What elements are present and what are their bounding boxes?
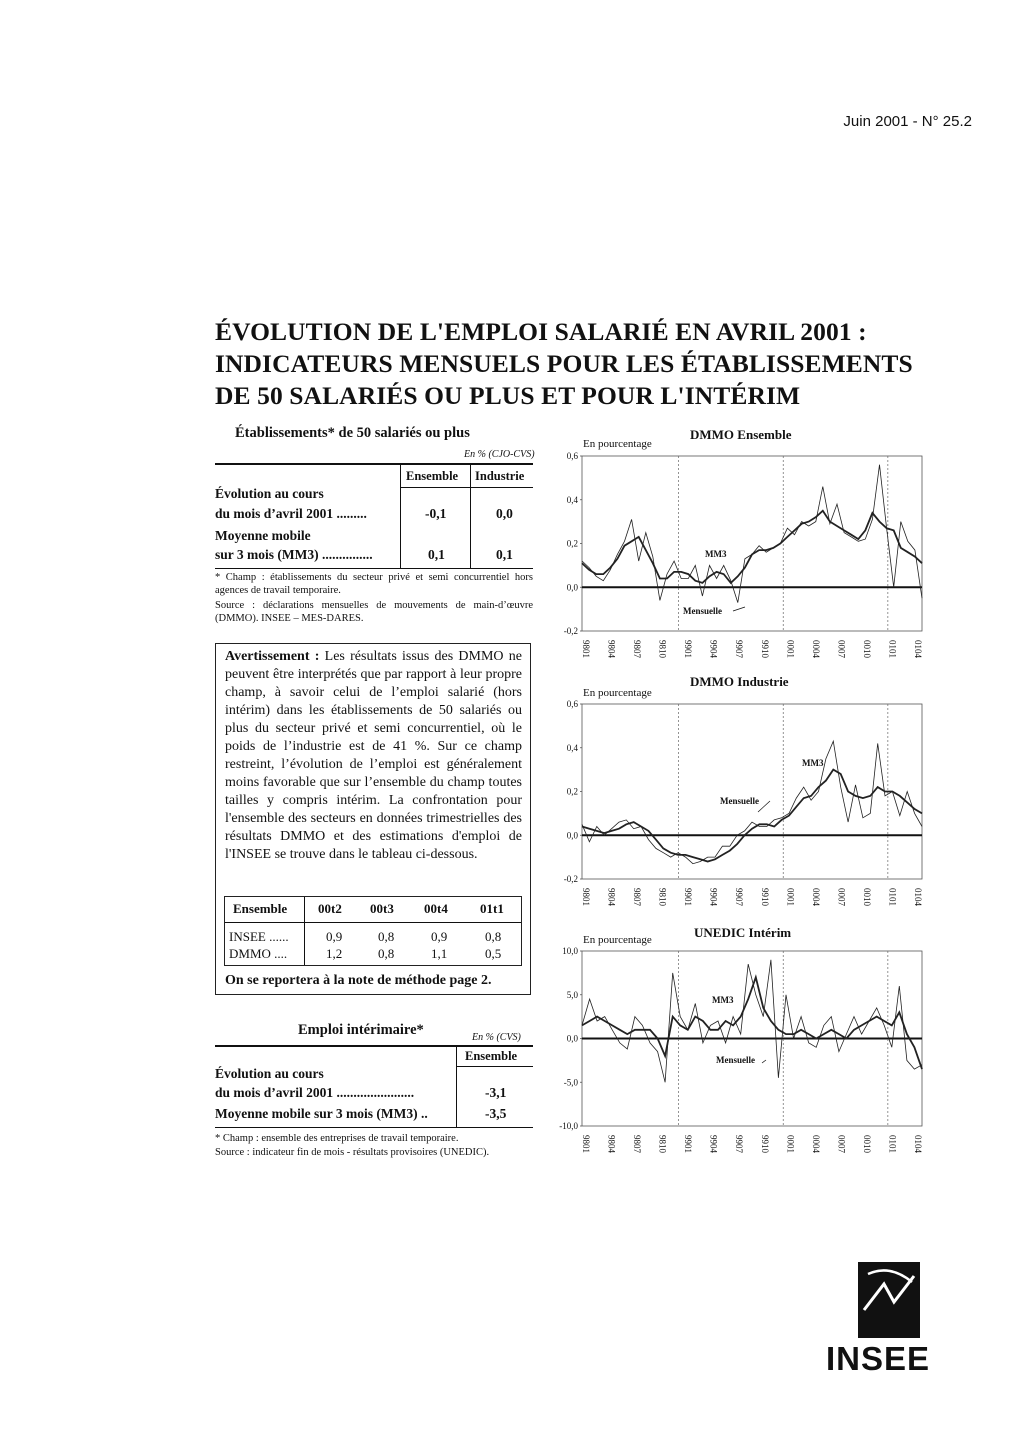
annotation-arrow [762, 1060, 766, 1063]
series-annotation: MM3 [802, 758, 824, 768]
x-tick-label: 9804 [606, 1135, 617, 1153]
warn-table-row-dmmo-3: 1,1 [431, 946, 448, 961]
y-tick-label: 0,6 [566, 699, 578, 709]
warn-table-header-0: Ensemble [233, 901, 288, 916]
annotation-arrow [733, 607, 745, 611]
y-tick-label: 0,0 [566, 582, 578, 593]
x-tick-label: 0001 [785, 640, 796, 658]
warn-table-header-3: 00t4 [424, 901, 448, 916]
x-tick-label: 9807 [632, 888, 643, 906]
etab-row1-label-2: du mois d’avril 2001 ......... [215, 506, 367, 521]
x-tick-label: 0004 [810, 1135, 821, 1153]
x-tick-label: 9910 [759, 888, 770, 906]
chart-dmmo-ensemble [540, 440, 940, 675]
y-tick-label: 0,4 [566, 742, 578, 753]
x-tick-label: 9807 [632, 1135, 643, 1153]
chart2-title: DMMO Industrie [690, 674, 789, 689]
x-tick-label: 9907 [734, 888, 745, 906]
x-tick-label: 0101 [887, 888, 898, 906]
warning-body: Les résultats issus des DMMO ne peuvent être interprétés que par rapport à leur propre champ, à savoir celui de l’emploi salarié (hors intérim) dans les établissements de 50 salariés ou plus du secteur privé et semi concurrentiel, où le poids de l’industrie est de 41 %. Sur ce champ restreint, l’évolution de l’emploi est généralement moins favorable que sur l’ensemble du champ toutes tailles y compris intérim. La confrontation pour l'ensemble des secteurs en données trimestrielles des résultats DMMO et des estimations d'emploi de l'INSEE se trouve dans le tableau ci-dessous. [225, 649, 522, 862]
interim-section-title: Emploi intérimaire* [298, 1022, 424, 1038]
chart-unedic-interim [540, 935, 940, 1170]
x-tick-label: 9807 [632, 640, 643, 658]
x-tick-label: 0104 [913, 888, 923, 906]
y-tick-label: -0,2 [563, 874, 578, 884]
interim-row1-label-1: Évolution au cours [215, 1066, 324, 1081]
etab-row2-label-2: sur 3 mois (MM3) ............... [215, 547, 373, 562]
warning-footer: On se reportera à la note de méthode page 2. [225, 973, 492, 988]
annotation-arrow [758, 801, 770, 812]
x-tick-label: 0007 [836, 1135, 847, 1153]
x-tick-label: 9804 [606, 640, 617, 658]
interim-top-rule [215, 1045, 533, 1047]
x-tick-label: 9804 [606, 888, 617, 906]
x-tick-label: 9801 [581, 888, 591, 906]
etab-row2-industrie: 0,1 [496, 547, 513, 562]
series-line-mm3 [582, 770, 922, 862]
interim-row1-value: -3,1 [485, 1085, 507, 1100]
etab-top-rule [215, 463, 533, 465]
x-tick-label: 0001 [785, 1135, 796, 1153]
warning-lead: Avertissement : [225, 649, 320, 664]
x-tick-label: 9904 [708, 640, 719, 658]
insee-logo-icon [828, 1262, 920, 1338]
y-tick-label: 10,0 [562, 946, 578, 956]
y-tick-label: -0,2 [563, 626, 578, 636]
x-tick-label: 0004 [810, 640, 821, 658]
series-annotation: MM3 [712, 995, 734, 1005]
x-tick-label: 0007 [836, 888, 847, 906]
x-tick-label: 9801 [581, 640, 591, 658]
x-tick-label: 9907 [734, 1135, 745, 1153]
x-tick-label: 0001 [785, 888, 796, 906]
warn-table-divider [304, 897, 305, 965]
warn-table-row-insee-label: INSEE ...... [229, 929, 289, 944]
chart1-title: DMMO Ensemble [690, 427, 792, 442]
x-tick-label: 9801 [581, 1135, 591, 1153]
chart3-ylabel: En pourcentage [583, 934, 652, 946]
x-tick-label: 0104 [913, 640, 923, 658]
warn-table-row-insee-1: 0,9 [326, 929, 343, 944]
warn-table-row-insee-2: 0,8 [378, 929, 395, 944]
chart1-ylabel: En pourcentage [583, 438, 652, 450]
y-tick-label: -5,0 [563, 1077, 578, 1088]
y-tick-label: 0,2 [566, 786, 578, 797]
interim-note-source: Source : indicateur fin de mois - résultats provisoires (UNEDIC). [215, 1147, 490, 1158]
x-tick-label: 0101 [887, 1135, 898, 1153]
interim-row2-label: Moyenne mobile sur 3 mois (MM3) .. [215, 1106, 428, 1121]
x-tick-label: 0010 [861, 640, 872, 658]
x-tick-label: 0101 [887, 640, 898, 658]
etab-bottom-rule [215, 568, 533, 569]
publication-reference: Juin 2001 - N° 25.2 [843, 113, 972, 130]
x-tick-label: 9810 [657, 888, 668, 906]
x-tick-label: 9901 [683, 1135, 694, 1153]
insee-logo-text: INSEE [826, 1340, 931, 1377]
series-annotation: MM3 [705, 549, 727, 559]
etab-row1-industrie: 0,0 [496, 506, 513, 521]
warn-table-row-insee-4: 0,8 [485, 929, 502, 944]
y-tick-label: -10,0 [559, 1121, 578, 1131]
warn-table-header-4: 01t1 [480, 901, 504, 916]
title-line-3: DE 50 SALARIÉS OU PLUS ET POUR L'INTÉRIM [215, 381, 801, 410]
y-tick-label: 0,0 [566, 830, 578, 841]
y-tick-label: 0,0 [566, 1033, 578, 1044]
series-annotation: Mensuelle [683, 606, 722, 616]
etab-row2-ensemble: 0,1 [428, 547, 445, 562]
etab-row2-label-1: Moyenne mobile [215, 528, 311, 543]
warn-table-header-2: 00t3 [370, 901, 394, 916]
interim-col-ensemble: Ensemble [465, 1049, 518, 1063]
y-tick-label: 0,2 [566, 538, 578, 549]
interim-note-champ: * Champ : ensemble des entreprises de travail temporaire. [215, 1133, 459, 1144]
etab-section-title: Établissements* de 50 salariés ou plus [235, 425, 470, 441]
etab-row1-label-1: Évolution au cours [215, 486, 324, 501]
interim-header-rule [456, 1066, 533, 1067]
x-tick-label: 0010 [861, 1135, 872, 1153]
x-tick-label: 9901 [683, 640, 694, 658]
x-tick-label: 9810 [657, 1135, 668, 1153]
chart2-ylabel: En pourcentage [583, 687, 652, 699]
interim-col-divider [456, 1047, 457, 1127]
etab-header-rule [400, 487, 533, 488]
warn-table-row-dmmo-4: 0,5 [485, 946, 502, 961]
x-tick-label: 0104 [913, 1135, 923, 1153]
interim-unit: En % (CVS) [472, 1032, 521, 1043]
warn-table-row-dmmo-1: 1,2 [326, 946, 343, 961]
warning-text [225, 648, 522, 864]
x-tick-label: 9907 [734, 640, 745, 658]
x-tick-label: 0007 [836, 640, 847, 658]
y-tick-label: 0,6 [566, 451, 578, 461]
etab-note-champ: * Champ : établissements du secteur privé et semi concurrentiel hors agences de travail temporaire. [215, 572, 533, 596]
series-annotation: Mensuelle [716, 1055, 755, 1065]
x-tick-label: 0010 [861, 888, 872, 906]
x-tick-label: 9810 [657, 640, 668, 658]
x-tick-label: 9910 [759, 640, 770, 658]
warn-table-row-dmmo-label: DMMO .... [229, 946, 288, 961]
x-tick-label: 9901 [683, 888, 694, 906]
chart3-title: UNEDIC Intérim [694, 925, 792, 940]
warn-table-header-1: 00t2 [318, 901, 342, 916]
x-tick-label: 9904 [708, 1135, 719, 1153]
series-line-mensuelle [582, 465, 922, 603]
warn-table-row-insee-3: 0,9 [431, 929, 448, 944]
etab-unit: En % (CJO-CVS) [464, 449, 535, 460]
title-line-2: INDICATEURS MENSUELS POUR LES ÉTABLISSEMENTS [215, 349, 913, 378]
x-tick-label: 9904 [708, 888, 719, 906]
y-tick-label: 5,0 [566, 989, 578, 1000]
x-tick-label: 9910 [759, 1135, 770, 1153]
etab-col-ensemble: Ensemble [406, 469, 459, 483]
etab-row1-ensemble: -0,1 [425, 506, 447, 521]
etab-col-divider-2 [470, 465, 471, 568]
interim-row1-label-2: du mois d’avril 2001 ....................... [215, 1085, 415, 1100]
interim-bottom-rule [215, 1127, 533, 1128]
interim-row2-value: -3,5 [485, 1106, 507, 1121]
etab-col-divider-1 [400, 465, 401, 568]
warn-table-row-dmmo-2: 0,8 [378, 946, 395, 961]
series-line-mm3 [582, 511, 922, 583]
series-annotation: Mensuelle [720, 796, 759, 806]
etab-col-industrie: Industrie [475, 469, 525, 483]
etab-note-source: Source : déclarations mensuelles de mouvements de main-d’œuvre (DMMO). INSEE – MES-DARES. [215, 600, 533, 624]
plot-frame [582, 704, 922, 879]
x-tick-label: 0004 [810, 888, 821, 906]
chart-dmmo-industrie [540, 688, 940, 923]
y-tick-label: 0,4 [566, 494, 578, 505]
plot-frame [582, 456, 922, 631]
page-title [215, 316, 935, 412]
warn-table-header-rule [225, 922, 521, 923]
title-line-1: ÉVOLUTION DE L'EMPLOI SALARIÉ EN AVRIL 2001 : [215, 317, 867, 346]
